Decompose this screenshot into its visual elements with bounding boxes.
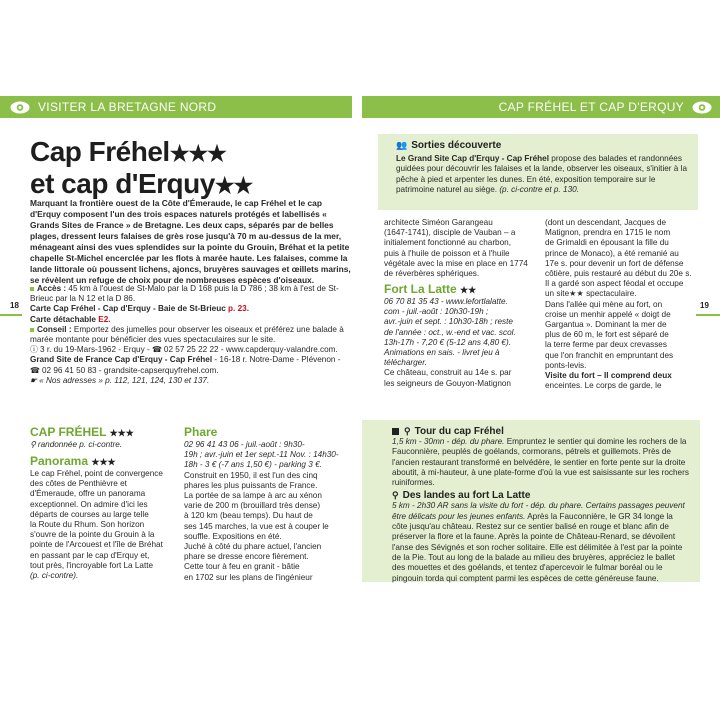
hiker-icon: ⚲ xyxy=(392,490,399,501)
fort-heading: Fort La Latte ★★ xyxy=(384,282,477,296)
sorties-box xyxy=(378,134,698,210)
left-margin-rule xyxy=(0,314,22,316)
sorties-title: 👥 Sorties découverte xyxy=(396,140,502,151)
fort-text: 06 70 81 35 43 - www.lefortlalatte. com - juil.-août : 10h30-19h ; avr.-juin et sept. : 10h30-18h ; reste de l'année : oct., w.-end et vac. scol. 13h-17h - 7,20 € (5-12 ans 4,80 €). Animations en sais. - livret jeu à télécharger. Ce château, construit au 14e s. par les seigneurs de Gouyon-Matignon xyxy=(384,297,516,388)
conseil-line: Conseil : Emportez des jumelles pour observer les oiseaux et préférez une balade à marée montante pour bénéficier des vues spectaculaires sur le site. xyxy=(30,324,344,345)
office-line: ⓘ 3 r. du 19-Mars-1962 - Erquy - ☎ 02 57 25 22 22 - www.capderquy-valandre.com. xyxy=(30,345,338,355)
right-page-number: 19 xyxy=(700,301,709,310)
grand-site-line: Grand Site de France Cap d'Erquy - Cap Fréhel - 16-18 r. Notre-Dame - Plévenon - xyxy=(30,355,341,365)
cap-frehel-ref: ⚲ randonnée p. ci-contre. xyxy=(30,440,123,449)
phone-icon: ☎ xyxy=(30,365,40,375)
hiker-icon: ⚲ xyxy=(404,426,411,436)
phare-continued: architecte Siméon Garangeau (1647-1741), disciple de Vauban – a initialement fonctionné au charbon, puis à l'huile de poisson et à l'huile végétale avec la mise en place en 1774 de réverbères sphériques. xyxy=(384,218,528,279)
tour-text: 1,5 km - 30mn - dép. du phare. Empruntez le sentier qui domine les rochers de la Fauconnière, peuplés de goélands, cormorans, pétrels et guillemots. Près de l'ancien restaurant transformé en belvédère, le sentier en forte pente sur la droite aboutit, à mi-hauteur, à une plate-forme d'où la vue est saisissante sur les rochers ruiniformes. xyxy=(392,437,689,488)
tour-title: ⚲ Tour du cap Fréhel xyxy=(392,426,690,437)
pointer-icon: ☛ xyxy=(30,375,38,385)
acces-line: Accès : 45 km à l'ouest de St-Malo par la D 168 puis la D 786 ; 38 km à l'est de St-Brieuc par la N 12 et la D 86. xyxy=(30,284,339,304)
phone-icon: ☎ xyxy=(151,345,162,355)
left-page-number: 18 xyxy=(10,301,19,310)
bullet-icon xyxy=(30,287,34,291)
hiker-icon: ⚲ xyxy=(30,440,36,449)
eye-icon xyxy=(692,101,712,114)
panorama-text: Le cap Fréhel, point de convergence des côtes de Penthièvre et d'Émeraude, offre un panorama exceptionnel. On admire d'ici les départs de courses au large telle la Route du Rhum. Son horizon s'ouvre de la pointe du Grouin à la pointe de l'Arcouest et l'île de Bréhat en passant par le cap d'Erquy et, tout près, l'incroyable fort La Latte (p. ci-contre). xyxy=(30,469,163,581)
grand-site-tel: ☎ 02 96 41 50 83 - grandsite-capserquyfrehel.com. xyxy=(30,365,219,375)
panorama-heading: Panorama ★★★ xyxy=(30,454,116,468)
page-title: Cap Fréhel★★★ et cap d'Erquy★★ xyxy=(30,136,253,199)
fort-continued: (dont un descendant, Jacques de Matignon, prendra en 1715 le nom de Grimaldi en épousant la fille du prince de Monaco), a été remanié au 17e s. pour devenir un fort de défense côtière, puis restauré au début du 20e s. Il a gardé son aspect féodal et occupe un site★★ spectaculaire. Dans l'allée qui mène au fort, on croise un menhir appelé « doigt de Gargantua ». Dominant la mer de plus de 60 m, le fort est séparé de la terre ferme par deux crevasses que l'on franchit en empruntant des ponts-levis. Visite du fort – Il comprend deux enceintes. Le corps de garde, le xyxy=(545,218,692,391)
intro-paragraph: Marquant la frontière ouest de la Côte d'Émeraude, le cap Fréhel et le cap d'Erquy composent l'un des trois espaces naturels protégés et labellisés « Grands Sites de France » de Bretagne. Les deux caps, séparés par de belles plages, dressent leurs falaises de grès rose jusqu'à 70 m au-dessus de la mer, ménageant ainsi des vues splendides sur la pointe du Grouin, Bréhat et la petite chapelle St-Michel encerclée par les flots à marée haute. Les falaises, comme la lande littorale où poussent lichens, ajoncs, bruyères sauvages et œillets marins, se révèlent un refuge de choix pour de nombreuses espèces d'oiseaux. xyxy=(30,198,351,285)
landes-title: ⚲ Des landes au fort La Latte xyxy=(392,490,531,502)
phare-text: 02 96 41 43 06 - juil.-août : 9h30- 19h ; avr.-juin et 1er sept.-11 Nov. : 14h30- 18h - 3 € (-7 ans 1,50 €) - parking 3 €. Construit en 1950, il est l'un des cinq phares les plus puissants de France. La portée de sa lampe à arc au xénon varie de 200 m (brouillard très dense) à 120 km (beau temps). Du haut de ses 145 marches, la vue est à couper le souffle. Expositions en été. Juché à côté du phare actuel, l'ancien phare se dresse encore fièrement. Cette tour à feu en granit - bâtie en 1702 sur les plans de l'ingénieur xyxy=(184,440,339,582)
right-header-title: CAP FRÉHEL ET CAP D'ERQUY xyxy=(498,100,684,114)
group-icon: 👥 xyxy=(396,140,408,150)
practical-info xyxy=(30,284,352,386)
bullet-icon xyxy=(30,328,34,332)
adresses-ref: ☛ « Nos adresses » p. 112, 121, 124, 130 et 137. xyxy=(30,375,210,385)
eye-icon xyxy=(10,101,30,114)
cap-frehel-heading: CAP FRÉHEL ★★★ xyxy=(30,425,134,439)
hikes-box xyxy=(362,420,700,582)
carte-line: Carte Cap Fréhel - Cap d'Erquy - Baie de St-Brieuc p. 23. xyxy=(30,304,249,314)
right-header-banner xyxy=(362,96,720,118)
phare-heading: Phare xyxy=(184,425,218,439)
left-header-banner xyxy=(0,96,352,118)
left-header-title: VISITER LA BRETAGNE NORD xyxy=(38,100,217,114)
sorties-text: Le Grand Site Cap d'Erquy - Cap Fréhel propose des balades et randonnées guidées pour découvrir les falaises et la lande, observer les oiseaux, s'initier à la pêche à pied et arpenter les dunes. En été, exposition temporaire sur le patrimoine naturel au siège. (p. ci-contre et p. 130. xyxy=(396,154,688,194)
info-icon: ⓘ xyxy=(30,345,38,355)
landes-text: 5 km - 2h30 AR sans la visite du fort - dép. du phare. Certains passages peuvent être délicats pour les jeunes enfants. Après la Fauconnière, le GR 34 longe la côte jusqu'au château. Restez sur ce sentier balisé en rouge et blanc afin de préserver la flore et la faune. Après la pointe de Château-Renard, se dévoilent l'anse des Sévignés et son rocher solitaire. Elle est délimitée à l'est par la pointe de la Pie. Tout au long de la balade au milieu des bruyères, appréciez le ballet des mouettes et des goélands, et tentez d'apercevoir le fulmar boréal ou le pingouin torda qui comptent parmi les espèces de cette généreuse faune. xyxy=(392,501,685,583)
hike-square-icon xyxy=(392,428,399,435)
carte-detachable-line: Carte détachable E2. xyxy=(30,314,111,324)
